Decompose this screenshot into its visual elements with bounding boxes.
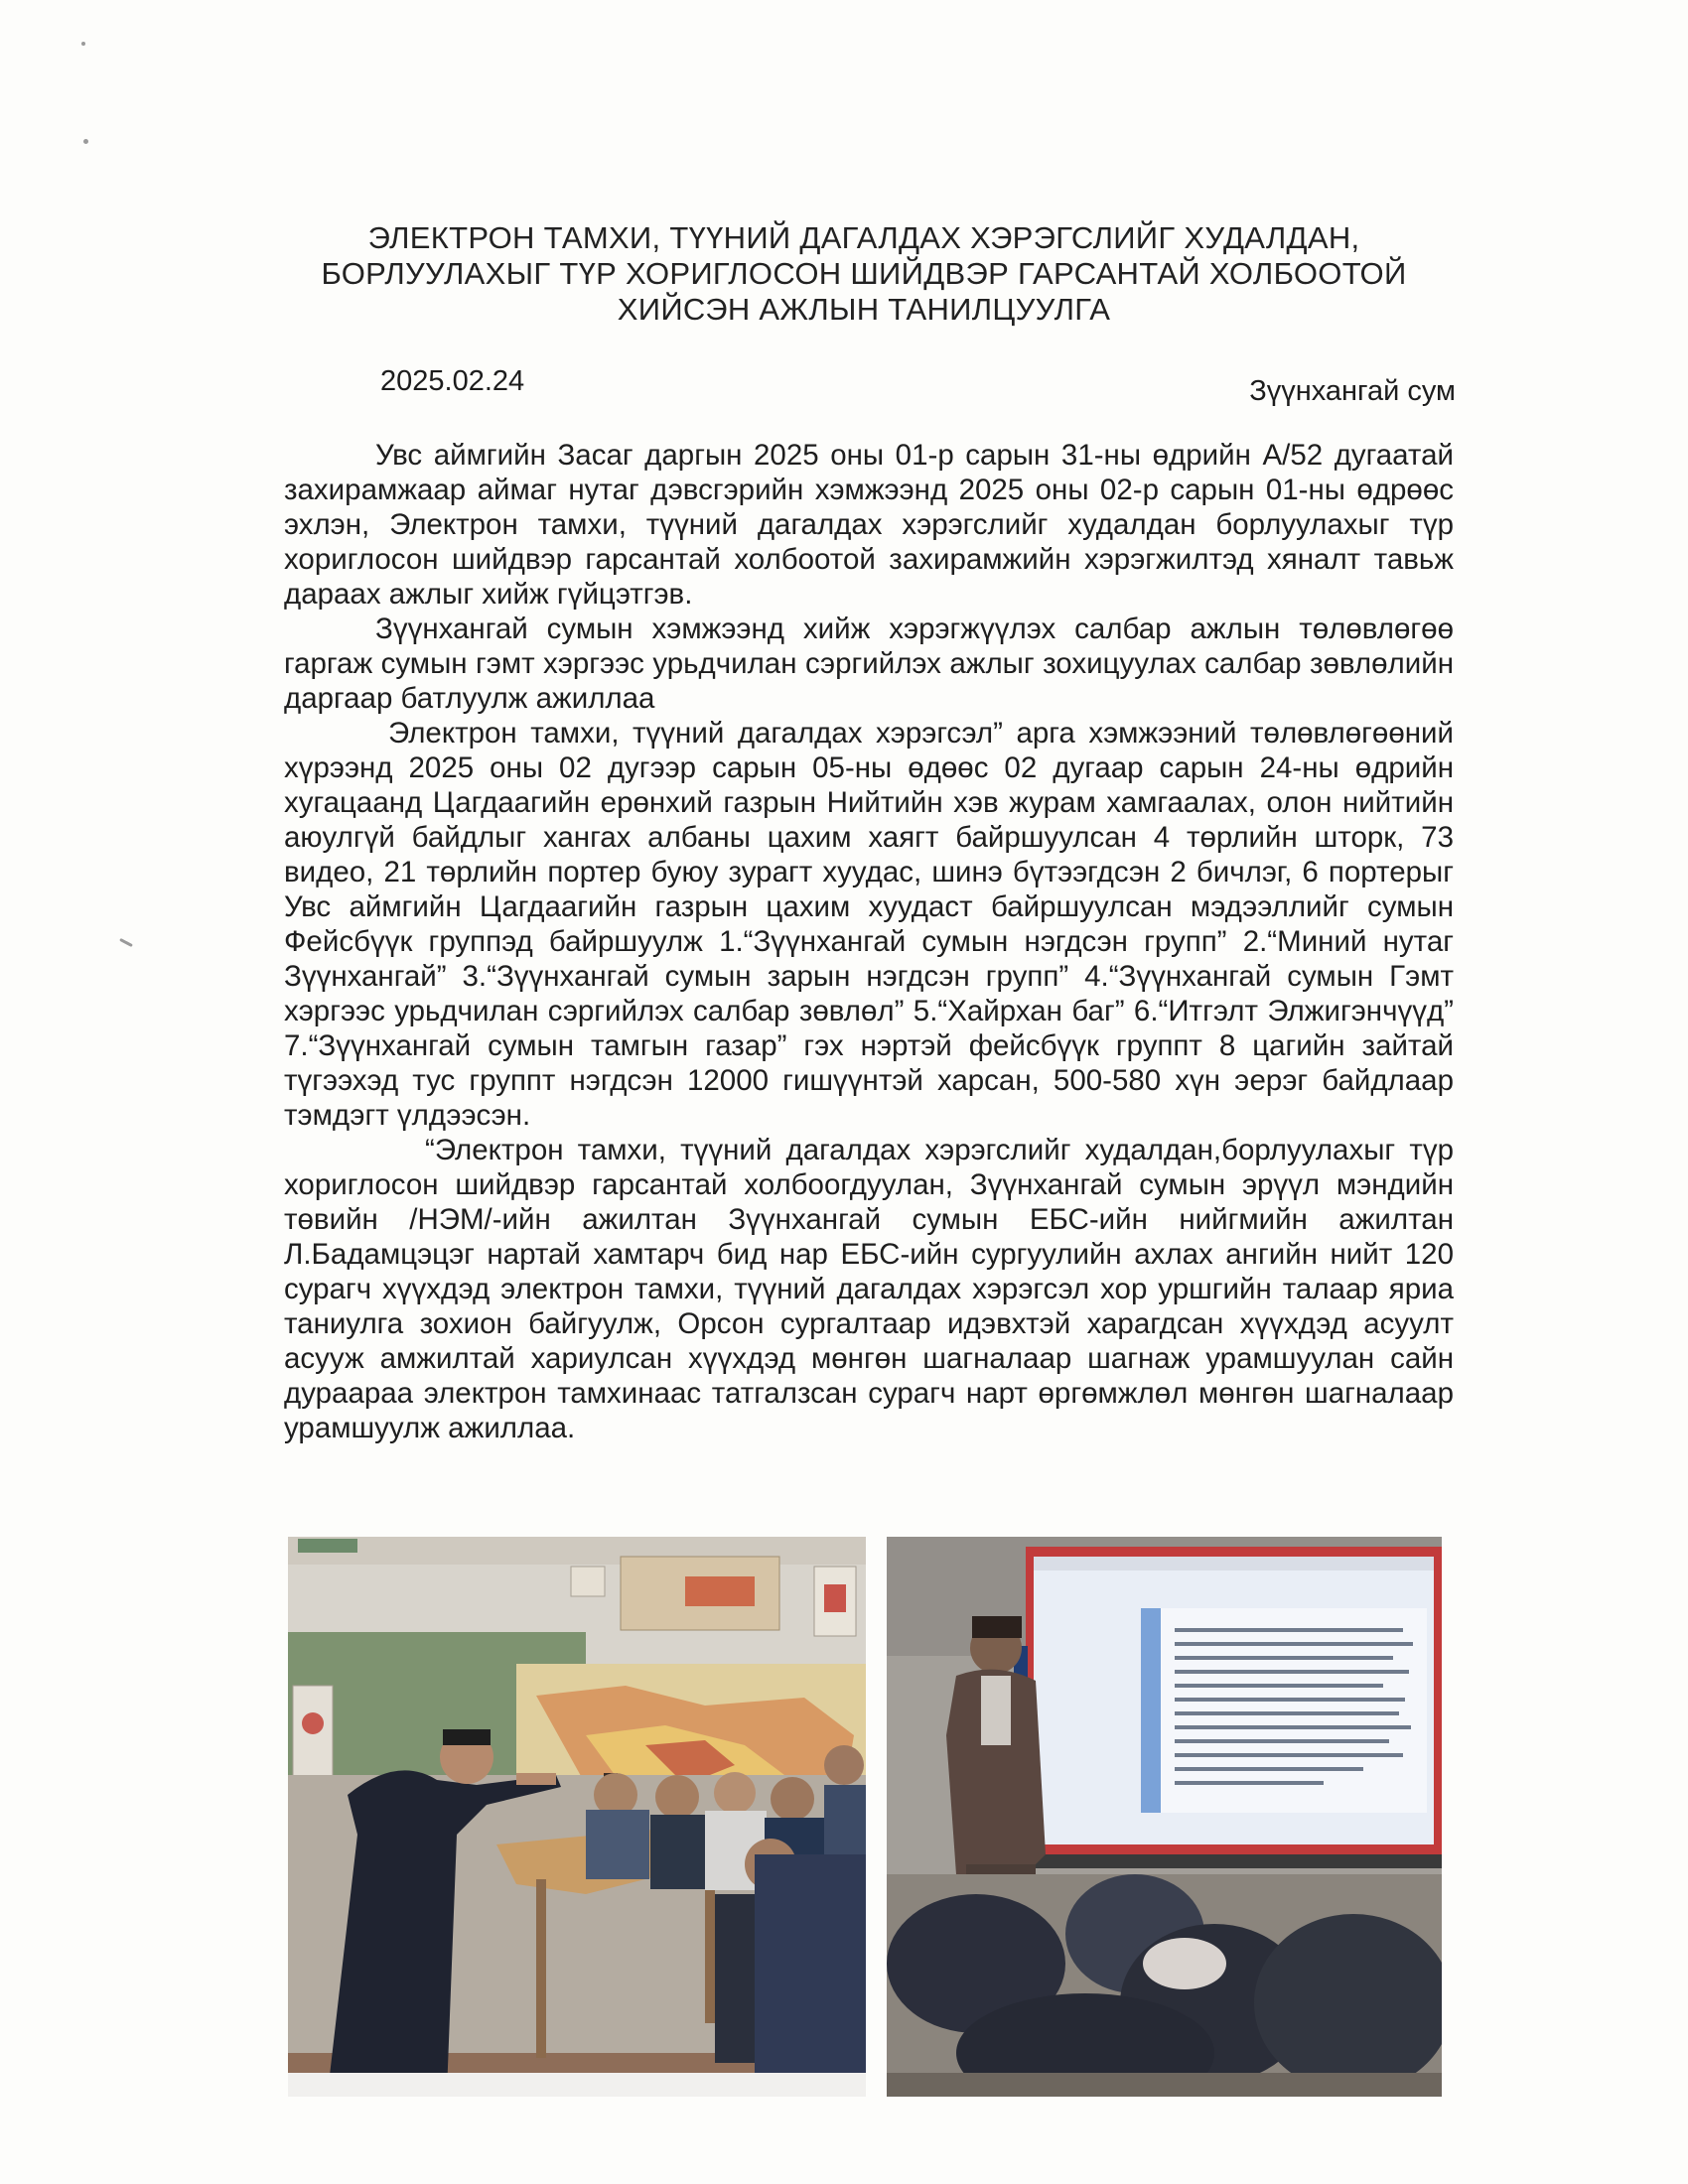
paragraph-2: Зүүнхангай сумын хэмжээнд хийж хэрэгжүүлэх салбар ажлын төлөвлөгөө гаргаж сумын гэмт хэргээс урьдчилан сэргийлэх ажлыг зохицуулах салбар зөвлөлийн даргаар батлуулж ажиллаа xyxy=(284,613,1454,715)
scan-speck xyxy=(81,42,85,46)
classroom-presentation-photo xyxy=(887,1537,1442,2097)
paragraph-4: “Электрон тамхи, түүний дагалдах хэрэгслийг худалдан,борлуулахыг түр хориглосон шийдвэр гарсантай холбоогдуулан, Зүүнхангай сумын эрүүл мэндийн төвийн /НЭМ/-ийн ажилтан Зүүнхангай сумын ЕБС-ийн нийгмийн ажилтан Л.Бадамцэцэг нартай хамтарч бид нар ЕБС-ийн сургуулийн ахлах ангийн нийт 120 сурагч хүүхдэд электрон тамхи, түүний дагалдах хэрэгсэл хор уршгийн талаар яриа таниулга зохион байгуулж, Орсон сургалтаар идэвхтэй харагдсан хүүхдэд асуулт асууж амжилтай хариулсан хүүхдэд мөнгөн шагналаар шагнаж урамшуулан сайн дураараа электрон тамхинаас татгалзсан сурагч нарт өргөмжлөл мөнгөн шагналаар урамшуулж ажиллаа. xyxy=(284,1134,1454,1444)
classroom-officer-photo xyxy=(288,1537,866,2097)
document-title xyxy=(298,220,1430,328)
document-place: Зүүнхангай сум xyxy=(1249,375,1456,407)
scan-speck xyxy=(119,938,133,947)
document-body xyxy=(284,438,1454,1445)
scan-speck xyxy=(83,139,88,144)
paragraph-1: Увс аймгийн Засаг даргын 2025 оны 01-р сарын 31-ны өдрийн А/52 дугаатай захирамжаар аймаг нутаг дэвсгэрийн хэмжээнд 2025 оны 02-р сарын 01-ны өдрөөс эхлэн, Электрон тамхи, түүний дагалдах хэрэгслийг худалдан борлуулахыг түр хориглосон шийдвэр гарсантай холбоотой захирамжийн хэрэгжилтэд хяналт тавьж дараах ажлыг хийж гүйцэтгэв. xyxy=(284,439,1454,611)
title-line-3: ХИЙСЭН АЖЛЫН ТАНИЛЦУУЛГА xyxy=(617,292,1111,327)
title-line-1: ЭЛЕКТРОН ТАМХИ, ТҮҮНИЙ ДАГАЛДАХ ХЭРЭГСЛИЙГ ХУДАЛДАН, xyxy=(367,220,1360,255)
paragraph-3: Электрон тамхи, түүний дагалдах хэрэгсэл” арга хэмжээний төлөвлөгөөний хүрээнд 2025 оны 02 дугээр сарын 05-ны өдөөс 02 дугаар сарын 24-ны өдрийн хугацаанд Цагдаагийн ерөнхий газрын Нийтийн хэв журам хамгаалах, олон нийтийн аюулгүй байдлыг хангах албаны цахим хаягт байршуулсан 4 төрлийн шторк, 73 видео, 21 төрлийн портер буюу зурагт хуудас, шинэ бүтээгдсэн 2 бичлэг, 6 портерыг Увс аймгийн Цагдаагийн газрын цахим хуудаст байршуулсан мэдээллийг сумын Фейсбүүк группэд байршуулж 1.“Зүүнхангай сумын нэгдсэн групп” 2.“Миний нутаг Зүүнхангай” 3.“Зүүнхангай сумын зарын нэгдсэн групп” 4.“Зүүнхангай сумын Гэмт хэргээс урьдчилан сэргийлэх салбар зөвлөл” 5.“Хайрхан баг” 6.“Итгэлт Элжигэнчүүд” 7.“Зүүнхангай сумын тамгын газар” гэх нэртэй фейсбүүк группт 8 цагийн зайтай түгээхэд тус группт нэгдсэн 12000 гишүүнтэй харсан, 500-580 хүн эерэг байдлаар тэмдэгт үлдээсэн. xyxy=(284,717,1454,1132)
title-line-2: БОРЛУУЛАХЫГ ТҮР ХОРИГЛОСОН ШИЙДВЭР ГАРСАНТАЙ ХОЛБООТОЙ xyxy=(321,256,1407,291)
document-date: 2025.02.24 xyxy=(380,365,525,397)
